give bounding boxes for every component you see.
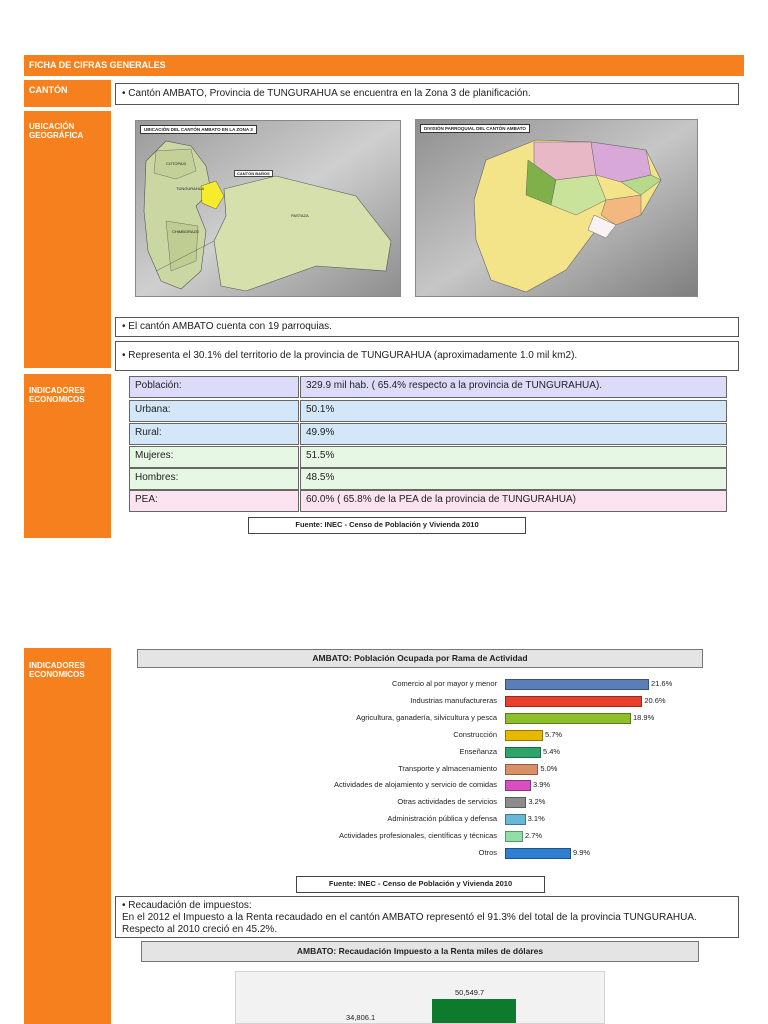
map-division-parroquial-graphic [416,120,698,297]
bar-value-label: 3.2% [528,797,546,807]
ficha-header: FICHA DE CIFRAS GENERALES [24,55,744,76]
renta-value-label: 50,549.7 [455,988,485,997]
ubicacion-label: UBICACIÓN GEOGRÁFICA [24,111,111,368]
bar [505,730,543,741]
map-label-tungurahua: TUNGURAHUA [176,186,205,191]
indicadores-label-2: INDICADORES ECONOMICOS [24,648,111,1024]
fuente-label: Fuente: INEC - Censo de Población y Vivienda 2010 [248,517,526,534]
bar-value-label: 9.9% [573,848,591,857]
indicador-label: Población: [129,376,299,398]
indicador-value: 51.5% [300,446,727,468]
indicador-label: Hombres: [129,468,299,490]
renta-value-label: 34,806.1 [346,1013,376,1022]
map-label-cotopaxi: COTOPAXI [166,161,187,166]
indicador-label: PEA: [129,490,299,512]
renta-bar [432,999,516,1024]
chart-renta-area [235,971,605,1024]
bar-value-label: 5.7% [545,729,563,739]
map-label-canton-banos: CANTÓN BAÑOS [234,170,273,177]
bar [505,764,538,775]
bar-category-label: Agricultura, ganadería, silvicultura y pesca [356,712,497,722]
bar [505,831,523,842]
map-division-parroquial-title: DIVISIÓN PARROQUIAL DEL CANTÓN AMBATO [420,124,530,133]
bar [505,679,649,690]
indicador-label: Urbana: [129,400,299,422]
bar-category-label: Transporte y almacenamiento [398,763,497,773]
bar-category-label: Comercio al por mayor y menor [391,679,497,688]
indicador-value: 329.9 mil hab. ( 65.4% respecto a la provincia de TUNGURAHUA). [300,376,727,398]
map-zona-3-title: UBICACIÓN DEL CANTÓN AMBATO EN LA ZONA 3 [140,125,257,134]
bar-category-label: Industrias manufactureras [410,695,497,705]
bar [505,797,526,808]
bar-value-label: 3.9% [533,780,551,790]
map-label-pastaza: PASTAZA [291,213,309,218]
map-division-parroquial [415,119,698,297]
bar [505,713,631,724]
bar [505,780,531,791]
territorio-text: • Representa el 30.1% del territorio de la provincia de TUNGURAHUA (aproximadamente 1.0 mil km2). [115,341,739,371]
indicador-label: Mujeres: [129,446,299,468]
bar-value-label: 3.1% [527,814,545,824]
bar-category-label: Actividades de alojamiento y servicio de comidas [334,780,497,790]
chart-renta-title: AMBATO: Recaudación Impuesto a la Renta miles de dólares [141,941,699,962]
map-label-chimborazo: CHIMBORAZO [172,229,200,234]
bar-category-label: Actividades profesionales, científicas y técnicas [339,831,497,841]
bar-value-label: 21.6% [651,679,673,688]
bar-category-label: Otras actividades de servicios [397,797,497,807]
bar-value-label: 18.9% [633,712,655,722]
bar-value-label: 5.4% [543,746,561,756]
bar-category-label: Construcción [453,729,497,739]
map-zona-3-graphic [136,121,401,297]
bar-category-label: Enseñanza [459,746,497,756]
indicador-value: 50.1% [300,400,727,422]
map-zona-3 [135,120,401,297]
parroquias-text: • El cantón AMBATO cuenta con 19 parroquias. [115,317,739,337]
indicador-value: 49.9% [300,423,727,445]
bar-value-label: 20.6% [644,695,666,705]
bar [505,848,571,859]
bar [505,696,642,707]
chart-rama-title: AMBATO: Población Ocupada por Rama de Actividad [137,649,703,668]
indicador-value: 60.0% ( 65.8% de la PEA de la provincia de TUNGURAHUA) [300,490,727,512]
bar-category-label: Administración pública y defensa [387,814,497,824]
fuente-label-2: Fuente: INEC - Censo de Población y Vivienda 2010 [296,876,545,893]
canton-label: CANTÓN [24,80,111,107]
indicador-value: 48.5% [300,468,727,490]
bar-value-label: 5.0% [540,763,558,773]
bar-value-label: 2.7% [525,831,543,841]
recaudacion-text: • Recaudación de impuestos: En el 2012 el Impuesto a la Renta recaudado en el cantón AMBATO representó el 91.3% del total de la provincia TUNGURAHUA. Respecto al 2010 creció en 45.2%. [115,896,739,938]
canton-text: • Cantón AMBATO, Provincia de TUNGURAHUA se encuentra en la Zona 3 de planificación. [115,83,739,105]
bar [505,814,526,825]
bar [505,747,541,758]
indicador-label: Rural: [129,423,299,445]
bar-category-label: Otros [478,848,497,857]
indicadores-label: INDICADORES ECONOMICOS [24,374,111,538]
